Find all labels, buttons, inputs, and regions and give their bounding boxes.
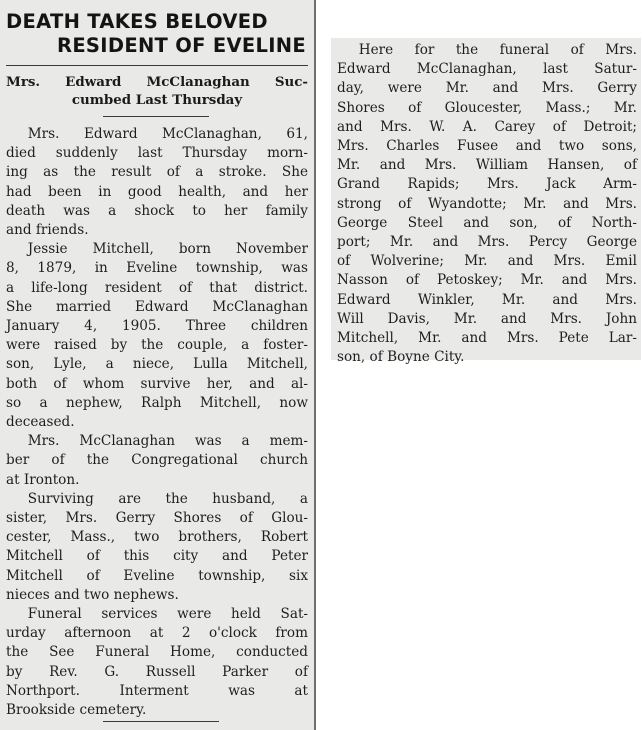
text-line: Mr. and Mrs. William Hansen, of — [337, 157, 637, 174]
column-rule — [314, 0, 316, 730]
end-rule — [103, 721, 219, 722]
text-line: Will Davis, Mr. and Mrs. John — [337, 310, 637, 327]
text-line: Grand Rapids; Mrs. Jack Arm- — [337, 176, 637, 193]
text-line: ing as the result of a stroke. She — [6, 164, 308, 181]
text-line: Surviving are the husband, a — [27, 490, 308, 507]
text-line: so a nephew, Ralph Mitchell, now — [6, 394, 308, 411]
subhead — [6, 73, 308, 109]
text-line: nieces and two nephews. — [6, 586, 179, 603]
text-line: Here for the funeral of Mrs. — [358, 42, 637, 58]
text-line: at Ironton. — [6, 471, 80, 488]
headline-divider — [6, 65, 308, 66]
text-line: and friends. — [6, 222, 89, 239]
text-line: by Rev. G. Russell Parker of — [6, 663, 308, 680]
text-line: Mitchell of Eveline township, six — [6, 567, 308, 584]
headline — [6, 10, 306, 58]
text-line: George Steel and son, of North- — [337, 214, 637, 231]
obituary-body-column-1 — [6, 125, 308, 720]
text-line: Funeral services were held Sat- — [27, 606, 308, 623]
text-line: son, of Boyne City. — [337, 349, 465, 366]
text-line: Nasson of Petoskey; Mr. and Mrs. — [337, 272, 637, 289]
text-line: Mrs. Edward McClanaghan, 61, — [27, 126, 308, 142]
text-line: Shores of Gloucester, Mass.; Mr. — [337, 99, 637, 116]
text-line: the See Funeral Home, conducted — [6, 644, 308, 661]
text-line: son, Lyle, a niece, Lulla Mitchell, — [6, 356, 308, 373]
subhead-divider — [103, 116, 209, 117]
headline-line-1: DEATH TAKES BELOVED — [6, 10, 268, 33]
subhead-line-2: cumbed Last Thursday — [71, 92, 243, 108]
text-line: a life-long resident of that district. — [6, 279, 308, 296]
text-line: and Mrs. W. A. Carey of Detroit; — [337, 118, 637, 135]
text-line: Mitchell, Mr. and Mrs. Pete Lar- — [337, 330, 637, 347]
text-line: ber of the Congregational church — [6, 452, 308, 469]
text-line: Mrs. McClanaghan was a mem- — [27, 433, 308, 450]
text-line: died suddenly last Thursday morn- — [6, 145, 308, 162]
text-line: Edward McClanaghan, last Satur- — [337, 61, 637, 78]
text-line: Mrs. Charles Fusee and two sons, — [337, 138, 637, 155]
text-line: had been in good health, and her — [6, 183, 308, 200]
headline-line-2: RESIDENT OF EVELINE — [57, 34, 306, 57]
text-line: port; Mr. and Mrs. Percy George — [337, 234, 637, 251]
text-line: She married Edward McClanaghan — [6, 298, 308, 315]
text-line: January 4, 1905. Three children — [6, 318, 308, 335]
text-line: Jessie Mitchell, born November — [27, 241, 308, 258]
text-line: urday afternoon at 2 o'clock from — [6, 625, 308, 642]
text-line: cester, Mass., two brothers, Robert — [6, 529, 308, 546]
text-line: both of whom survive her, and al- — [6, 375, 308, 392]
text-line: of Wolverine; Mr. and Mrs. Emil — [337, 253, 637, 270]
text-line: strong of Wyandotte; Mr. and Mrs. — [337, 195, 637, 212]
text-line: day, were Mr. and Mrs. Gerry — [337, 80, 637, 97]
subhead-line-1: Mrs. Edward McClanaghan Suc- — [6, 74, 308, 90]
text-line: Edward Winkler, Mr. and Mrs. — [337, 291, 637, 308]
text-line: 8, 1879, in Eveline township, was — [6, 260, 308, 277]
text-line: Northport. Interment was at — [6, 682, 308, 699]
text-line: Brookside cemetery. — [6, 702, 147, 719]
text-line: were raised by the couple, a foster- — [6, 337, 308, 354]
text-line: death was a shock to her family — [6, 202, 308, 219]
obituary-body-column-2 — [337, 41, 637, 367]
text-line: sister, Mrs. Gerry Shores of Glou- — [6, 510, 308, 527]
text-line: Mitchell of this city and Peter — [6, 548, 308, 565]
text-line: deceased. — [6, 414, 75, 431]
